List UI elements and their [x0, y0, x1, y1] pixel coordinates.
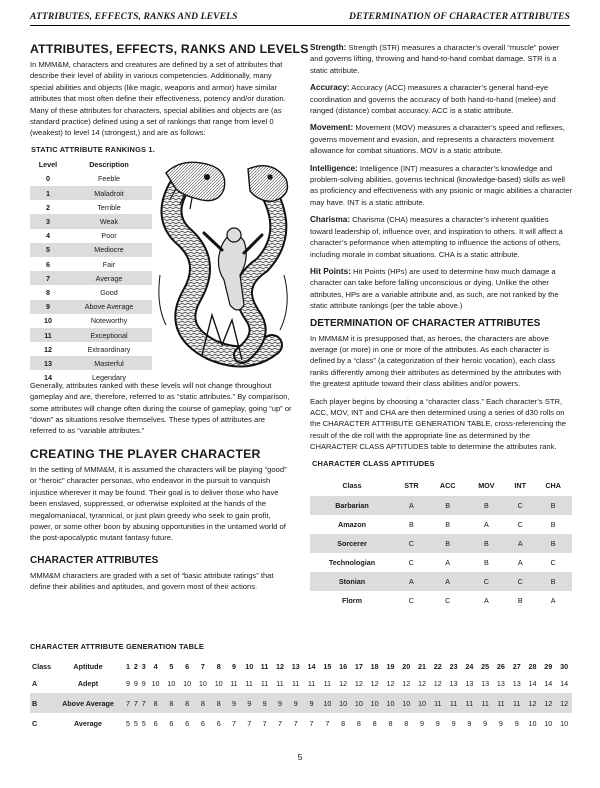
attribute-definition — [310, 122, 572, 156]
generation-value: 12 — [540, 693, 556, 713]
rank-level: 1 — [30, 186, 66, 200]
aptitude-class: Sorcerer — [310, 534, 394, 553]
generation-value: 10 — [167, 678, 176, 688]
aptitude-value: B — [534, 572, 572, 591]
attribute-text: Hit Points (HPs) are used to determine how much damage a character can take before falling unconscious or dying. Unlike the other attributes, HPs are a variable attribute and, as such, are not ranked by the static attribute rankings (per the table above.) — [310, 266, 559, 311]
generation-value: 13 — [496, 678, 505, 688]
generation-roll-header: 29 — [544, 661, 553, 671]
generation-value: 8 — [211, 693, 227, 713]
generation-value: 9 — [435, 718, 440, 728]
aptitude-value: C — [550, 557, 556, 567]
generation-value: 9 — [304, 693, 320, 713]
aptitude-value: B — [429, 534, 467, 553]
attribute-definition — [310, 163, 572, 209]
aptitude-value: B — [550, 519, 556, 529]
aptitude-value: A — [506, 534, 534, 553]
generation-value: 7 — [124, 693, 132, 713]
rank-row — [30, 370, 152, 384]
generation-value: 9 — [288, 693, 304, 713]
aptitude-row — [310, 515, 572, 534]
rank-row — [30, 243, 152, 257]
generation-roll-header: 15 — [323, 661, 332, 671]
aptitude-value: B — [445, 519, 451, 529]
aptitude-value: C — [517, 519, 523, 529]
generation-roll-header: 5 — [169, 661, 174, 671]
aptitude-value: B — [467, 534, 507, 553]
generation-roll-header: 22 — [433, 661, 442, 671]
generation-value: 9 — [133, 678, 138, 688]
generation-value: 12 — [433, 678, 442, 688]
rank-row — [30, 300, 152, 314]
aptitude-header: CHA — [545, 481, 561, 491]
generation-value: 7 — [247, 718, 252, 728]
generation-class: B — [30, 693, 52, 713]
rank-row — [30, 200, 152, 214]
aptitude-header: STR — [404, 481, 419, 491]
left-column — [30, 42, 309, 593]
generation-value: 14 — [544, 678, 553, 688]
static-rankings-title: STATIC ATTRIBUTE RANKINGS 1. — [31, 144, 155, 154]
generation-roll-header: 17 — [354, 661, 363, 671]
generation-value: 10 — [383, 693, 399, 713]
aptitude-value: C — [408, 595, 414, 605]
aptitude-class: Stonian — [310, 572, 394, 591]
generation-value: 11 — [260, 678, 269, 688]
rank-level: 12 — [44, 344, 52, 354]
rank-row — [30, 342, 152, 356]
generation-value: 13 — [449, 678, 458, 688]
generation-class: A — [32, 678, 38, 688]
generation-value: 10 — [335, 693, 351, 713]
attribute-term: Intelligence: — [310, 163, 358, 173]
generation-roll-header: 7 — [200, 661, 205, 671]
intro-paragraph: In MMM&M, characters and creatures are defined by a set of attributes that describe their level of ability in various competencies. Additionally, many special abilities and objects (like magic, weapons and armor) have similar attributes that most often define their effectiveness, potency and/or duration. Many of these attributes for characters, special abilities and objects are (as standard practice) defined using a set of rankings that range from level 0 (weakest) to level 14 (strongest,) and are as follows: — [30, 60, 286, 138]
rank-level: 4 — [46, 231, 50, 241]
generation-value: 8 — [163, 693, 179, 713]
rank-description: Legendary — [92, 373, 126, 383]
rank-description: Good — [100, 287, 118, 297]
generation-value: 5 — [133, 718, 138, 728]
generation-aptitude: Average — [73, 718, 103, 728]
generation-value: 11 — [461, 693, 477, 713]
generation-roll-header: 23 — [449, 661, 458, 671]
aptitude-value: C — [467, 572, 507, 591]
generation-roll-header: 10 — [245, 661, 254, 671]
rank-level: 14 — [44, 373, 52, 383]
aptitude-value: A — [445, 557, 451, 567]
generation-value: 9 — [467, 718, 472, 728]
aptitude-value: A — [483, 519, 489, 529]
generation-value: 12 — [402, 678, 411, 688]
rank-row — [30, 172, 152, 186]
attribute-definition — [310, 214, 572, 260]
aptitude-value: C — [506, 572, 534, 591]
generation-value: 9 — [227, 693, 242, 713]
variable-attributes-paragraph: Generally, attributes ranked with these levels will not change throughout gameplay and are, therefore, referred to as “static attributes.” By comparison, some attributes will change often during the course of gameplay, going “up” or “down” as situations resolve themselves. These types of attributes are referred to as “variable attributes.” — [30, 380, 292, 436]
creating-paragraph: In the setting of MMM&M, it is assumed the characters will be playing “good” or “heroic” character personas, who endeavor in the pursuit to vanquish injustice wherever it may be found. Their goal is to deliver those who have been enslaved, suppressed, or otherwise exploited at the hands of the megalomaniacal, tyrannical, or just plain greedy who seek to gain profit, power, or some other boon by abusing opportunities in the untamed world of the post-apocalyptic mutant fantasy future. — [30, 464, 287, 543]
rank-description: Average — [66, 271, 152, 285]
generation-aptitude: Above Average — [52, 693, 124, 713]
attribute-term: Charisma: — [310, 215, 351, 225]
generation-value: 14 — [528, 678, 537, 688]
generation-value: 12 — [354, 678, 363, 688]
aptitude-class: Florm — [342, 595, 362, 605]
generation-value: 7 — [140, 693, 148, 713]
rank-description: Masterful — [66, 356, 152, 370]
determination-paragraph-2: Each player begins by choosing a “character class.” Each character’s STR, ACC, MOV, INT and CHA are then determined using a series of d30 rolls on the CHARACTER ATTRIBUTE GENERATION TABLE, cross-referencing the result of the die roll with the appropriate line as determined by the CHARACTER CLASS APTITUDES table to determine the attributes rank. — [310, 396, 567, 452]
generation-value: 13 — [465, 678, 474, 688]
generation-value: 9 — [141, 678, 146, 688]
generation-roll-header: 25 — [481, 661, 490, 671]
generation-roll-header: 3 — [141, 661, 146, 671]
generation-value: 10 — [560, 718, 569, 728]
generation-value: 7 — [277, 718, 282, 728]
generation-value: 6 — [185, 718, 190, 728]
aptitude-class: Technologian — [328, 557, 376, 567]
rank-row — [30, 229, 152, 243]
generation-value: 9 — [483, 718, 488, 728]
attribute-term: Strength: — [310, 43, 347, 52]
running-header — [30, 6, 570, 26]
generation-value: 9 — [451, 718, 456, 728]
generation-value: 10 — [414, 693, 430, 713]
aptitude-value: B — [534, 496, 572, 515]
generation-value: 11 — [307, 678, 316, 688]
aptitude-value: C — [445, 595, 451, 605]
generation-roll-header: 27 — [512, 661, 521, 671]
aptitude-value: A — [550, 595, 556, 605]
rank-level: 11 — [30, 328, 66, 342]
generation-value: 11 — [430, 693, 446, 713]
section-title-creating: CREATING THE PLAYER CHARACTER — [30, 446, 261, 461]
generation-roll-header: 26 — [496, 661, 505, 671]
generation-value: 9 — [272, 693, 288, 713]
aptitude-value: A — [483, 595, 489, 605]
generation-value: 9 — [125, 678, 130, 688]
generation-value: 7 — [231, 718, 236, 728]
attribute-term: Hit Points: — [310, 266, 351, 276]
generation-value: 11 — [477, 693, 493, 713]
generation-value: 10 — [151, 678, 160, 688]
generation-value: 13 — [512, 678, 521, 688]
generation-value: 12 — [556, 693, 572, 713]
generation-roll-header: 13 — [291, 661, 300, 671]
attribute-definition — [310, 82, 572, 116]
generation-value: 9 — [257, 693, 272, 713]
generation-value: 10 — [544, 718, 553, 728]
aptitude-row — [310, 534, 572, 553]
rank-description: Poor — [101, 231, 117, 241]
generation-value: 8 — [372, 718, 377, 728]
generation-value: 6 — [200, 718, 205, 728]
rank-description: Maladroit — [66, 186, 152, 200]
generation-roll-header: 8 — [216, 661, 221, 671]
generation-value: 10 — [183, 678, 192, 688]
generation-value: 11 — [292, 678, 300, 688]
aptitude-header: ACC — [439, 481, 456, 491]
aptitude-value: B — [483, 557, 489, 567]
right-column — [310, 42, 572, 610]
attribute-definition — [310, 266, 572, 312]
generation-roll-header: 4 — [153, 661, 158, 671]
aptitude-value: A — [517, 557, 523, 567]
rank-description: Exceptional — [66, 328, 152, 342]
generation-value: 12 — [418, 678, 427, 688]
determination-paragraph-1: In MMM&M it is presupposed that, as heroes, the characters are above average (or more) in one or more of the attributes. As each character is defined by a “class” (a categorization of their heroic vocation), each class ranks differently among their attributes as determined by the attributes with the greatest aptitude toward their class abilities and/or powers. — [310, 333, 562, 389]
aptitude-value: C — [394, 534, 429, 553]
generation-value: 12 — [370, 678, 379, 688]
generation-roll-header: 12 — [275, 661, 284, 671]
generation-header-aptitude: Aptitude — [73, 661, 103, 671]
generation-value: 12 — [339, 678, 348, 688]
generation-value: 6 — [169, 718, 174, 728]
rank-row — [30, 328, 152, 342]
rank-level: 0 — [46, 174, 50, 184]
generation-value: 8 — [356, 718, 361, 728]
aptitude-header: Class — [342, 481, 362, 491]
generation-aptitude: Adept — [77, 678, 99, 688]
rank-row — [30, 314, 152, 328]
aptitude-value: B — [409, 519, 414, 529]
rank-description: Feeble — [98, 174, 120, 184]
generation-value: 6 — [153, 718, 158, 728]
rank-row — [30, 356, 152, 370]
generation-row — [30, 673, 572, 693]
generation-value: 8 — [404, 718, 409, 728]
aptitude-value: B — [534, 534, 572, 553]
rank-level: 13 — [30, 356, 66, 370]
generation-value: 11 — [446, 693, 462, 713]
aptitude-row — [310, 496, 572, 515]
generation-roll-header: 19 — [386, 661, 395, 671]
generation-table-title: CHARACTER ATTRIBUTE GENERATION TABLE — [30, 642, 205, 651]
aptitude-value: A — [394, 496, 429, 515]
rank-row — [30, 257, 152, 271]
rank-description: Noteworthy — [90, 316, 128, 326]
rank-row — [30, 214, 152, 228]
generation-roll-header: 2 — [133, 661, 138, 671]
rank-header-description: Description — [89, 160, 129, 170]
generation-value: 9 — [420, 718, 425, 728]
attribute-text: Intelligence (INT) measures a character’s knowledge and problem-solving abilities, governs technical (knowledge-based) skills as well as proficiency and effectiveness with any psionic or magic abilities a character may have. INT is a static attribute. — [310, 163, 572, 207]
generation-roll-header: 1 — [125, 661, 130, 671]
generation-value: 10 — [319, 693, 335, 713]
page-number: 5 — [297, 752, 303, 762]
generation-roll-header: 9 — [231, 661, 236, 671]
generation-table — [30, 659, 572, 733]
generation-value: 8 — [388, 718, 393, 728]
attribute-term: Movement: — [310, 123, 354, 133]
generation-value: 14 — [560, 678, 569, 688]
generation-value: 11 — [245, 678, 253, 688]
generation-value: 9 — [241, 693, 257, 713]
generation-class: C — [32, 718, 38, 728]
attribute-text: Accuracy (ACC) measures a character’s general hand-eye coordination and governs the accuracy of both hand-to-hand (melee) and ranged (distance) combat accuracy. ACC is a static attribute. — [310, 83, 556, 116]
generation-value: 5 — [141, 718, 146, 728]
rank-description: Extraordinary — [87, 344, 131, 354]
generation-value: 11 — [493, 693, 509, 713]
static-rankings-table — [30, 158, 152, 385]
rank-level: 3 — [30, 214, 66, 228]
rank-description: Terrible — [97, 202, 121, 212]
rank-level: 9 — [30, 300, 66, 314]
generation-value: 13 — [481, 678, 490, 688]
generation-value: 7 — [309, 718, 314, 728]
generation-value: 11 — [509, 693, 525, 713]
section-title-character-attributes: CHARACTER ATTRIBUTES — [30, 554, 159, 566]
generation-roll-header: 28 — [528, 661, 537, 671]
generation-roll-header: 18 — [370, 661, 379, 671]
generation-value: 8 — [195, 693, 211, 713]
generation-value: 11 — [230, 678, 238, 688]
section-title-determination: DETERMINATION OF CHARACTER ATTRIBUTES — [310, 317, 541, 329]
aptitude-header: MOV — [478, 481, 495, 491]
generation-value: 7 — [293, 718, 298, 728]
aptitude-value: B — [467, 496, 507, 515]
attribute-definitions — [310, 42, 572, 312]
rank-description: Above Average — [66, 300, 152, 314]
rank-level: 2 — [46, 202, 50, 212]
aptitude-row — [310, 553, 572, 572]
generation-value: 7 — [262, 718, 267, 728]
header-left: ATTRIBUTES, EFFECTS, RANKS AND LEVELS — [30, 11, 238, 22]
section-title-attributes: ATTRIBUTES, EFFECTS, RANKS AND LEVELS — [30, 42, 309, 56]
attribute-definition — [310, 42, 572, 76]
static-rankings-block — [30, 144, 292, 383]
generation-value: 10 — [351, 693, 367, 713]
rank-level: 7 — [30, 271, 66, 285]
generation-roll-header: 16 — [339, 661, 348, 671]
attribute-text: Charisma (CHA) measures a character’s inherent qualities toward leadership of, influence over, and inspiration to others. It will affect a character’s peformance when attempting to influence the actions of others, including morale in combat situations. CHA is a static attribute. — [310, 215, 563, 259]
generation-table-block — [30, 642, 572, 733]
generation-value: 11 — [276, 678, 284, 688]
generation-value: 10 — [398, 693, 414, 713]
rank-level: 8 — [46, 287, 50, 297]
generation-value: 9 — [514, 718, 519, 728]
generation-roll-header: 11 — [260, 661, 269, 671]
generation-roll-header: 21 — [418, 661, 427, 671]
aptitude-value: A — [394, 572, 429, 591]
aptitude-class: Amazon — [338, 519, 366, 529]
generation-value: 7 — [132, 693, 140, 713]
aptitude-value: C — [408, 557, 414, 567]
generation-value: 10 — [528, 718, 537, 728]
rank-row — [30, 271, 152, 285]
rank-description: Weak — [66, 214, 152, 228]
rank-level: 5 — [30, 243, 66, 257]
generation-value: 10 — [367, 693, 383, 713]
attribute-text: Movement (MOV) measures a character’s speed and reflexes, governs movement and evasion, and represents a characters movement allowance for combat situations. MOV is a static attribute. — [310, 123, 565, 156]
generation-value: 6 — [216, 718, 221, 728]
aptitude-value: C — [506, 496, 534, 515]
class-aptitudes-title: CHARACTER CLASS APTITUDES — [312, 458, 435, 468]
rank-level: 6 — [46, 259, 50, 269]
aptitude-row — [310, 591, 572, 610]
generation-value: 8 — [148, 693, 164, 713]
attribute-term: Accuracy: — [310, 83, 350, 93]
aptitude-value: A — [429, 572, 467, 591]
generation-row — [30, 713, 572, 733]
serpent-illustration — [152, 155, 294, 370]
generation-value: 10 — [214, 678, 223, 688]
generation-value: 8 — [341, 718, 346, 728]
generation-value: 7 — [325, 718, 330, 728]
generation-value: 5 — [125, 718, 130, 728]
generation-roll-header: 30 — [560, 661, 569, 671]
generation-header-class: Class — [32, 661, 52, 671]
generation-roll-header: 14 — [307, 661, 316, 671]
generation-roll-header: 20 — [402, 661, 411, 671]
aptitude-value: B — [429, 496, 467, 515]
aptitude-class: Barbarian — [310, 496, 394, 515]
attribute-text: Strength (STR) measures a character’s overall “muscle” power and governs lifting, throwing and hand-to-hand combat damage. STR is a static attribute. — [310, 43, 560, 75]
aptitude-header: INT — [514, 481, 526, 491]
rank-row — [30, 186, 152, 200]
generation-value: 11 — [323, 678, 332, 688]
rank-level: 10 — [44, 316, 52, 326]
rank-description: Fair — [102, 259, 116, 269]
character-attributes-paragraph: MMM&M characters are graded with a set of “basic attribute ratings” that define their abilities and aptitudes, and govern most of their actions. — [30, 570, 274, 592]
rank-description: Mediocre — [66, 243, 152, 257]
generation-value: 8 — [179, 693, 195, 713]
class-aptitudes-table — [310, 476, 572, 610]
generation-value: 9 — [498, 718, 503, 728]
generation-value: 10 — [198, 678, 207, 688]
aptitude-value: B — [517, 595, 523, 605]
generation-value: 12 — [525, 693, 541, 713]
generation-roll-header: 6 — [185, 661, 190, 671]
generation-roll-header: 24 — [465, 661, 474, 671]
rank-row — [30, 285, 152, 299]
generation-value: 12 — [386, 678, 395, 688]
aptitude-row — [310, 572, 572, 591]
generation-row — [30, 693, 572, 713]
rank-header-level: Level — [38, 160, 58, 170]
header-right: DETERMINATION OF CHARACTER ATTRIBUTES — [349, 11, 570, 22]
